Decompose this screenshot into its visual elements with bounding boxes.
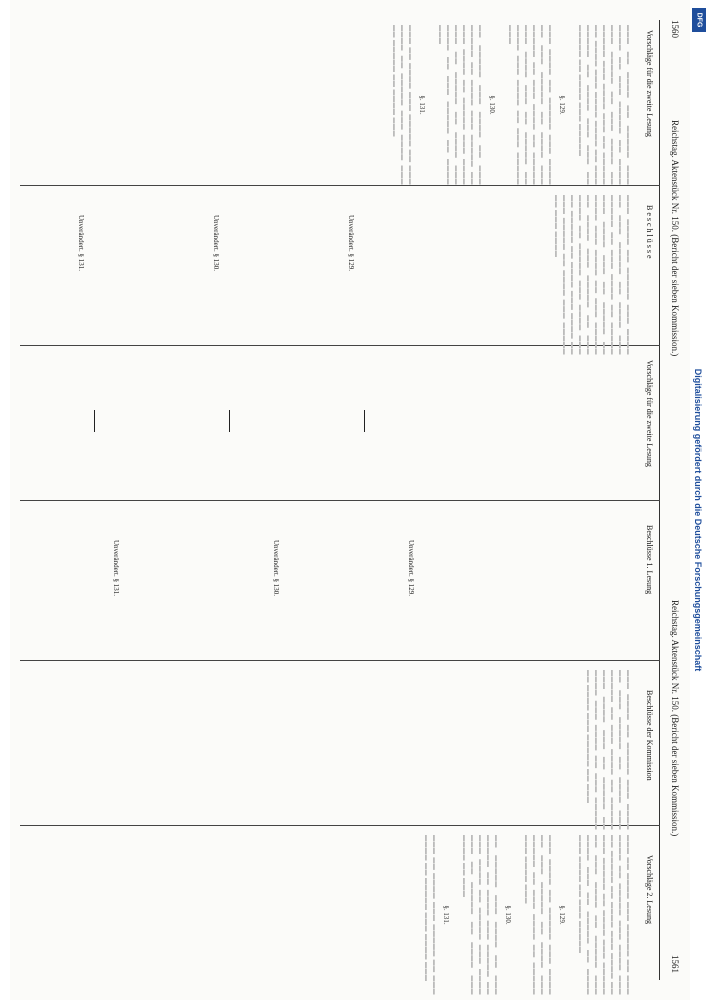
section-heading: §. 129. <box>558 95 566 115</box>
section-heading: §. 130. <box>504 905 512 925</box>
column-text: ▬▬▬ ▬▬ ▬▬▬▬ ▬▬▬ ▬▬▬▬▬ ▬▬ ▬▬▬ ▬▬▬▬ ▬▬ ▬▬▬▬▬ ▬▬▬ ▬▬▬▬ ▬▬▬ ▬▬ ▬▬▬▬▬ ▬▬ ▬▬▬▬ ▬▬▬ ▬▬▬▬ ▬▬ ▬▬▬ ▬▬▬▬▬ ▬▬ ▬▬▬▬ ▬▬▬ ▬▬▬▬▬ ▬▬ ▬▬▬ ▬▬▬▬ ▬▬ ▬▬▬▬▬ ▬▬▬ ▬▬▬▬ ▬▬▬ ▬▬ ▬▬▬▬▬ ▬▬ ▬▬▬▬ ▬▬▬ ▬▬▬▬ ▬▬ ▬▬▬ ▬▬▬▬▬ §. 129. ▬▬▬ ▬▬▬▬ ▬▬ ▬▬▬▬▬ ▬▬▬ ▬▬▬▬ ▬▬ ▬▬▬ ▬▬▬▬▬ ▬▬ ▬▬▬▬ ▬▬▬ ▬▬▬▬▬ ▬▬ ▬▬▬ ▬▬▬▬ ▬▬ ▬▬▬▬▬ ▬▬▬ ▬▬▬▬ ▬▬▬ §. 130. ▬▬ ▬▬▬▬▬ ▬▬▬ ▬▬▬▬ ▬▬ ▬▬▬ ▬▬▬▬▬ ▬▬ ▬▬▬▬ ▬▬▬ ▬▬▬▬▬ ▬▬ ▬▬▬ ▬▬▬▬ ▬▬ ▬▬▬▬▬ ▬▬▬ ▬▬▬▬ ▬▬▬ ▬▬ ▬▬▬▬▬ ▬▬ ▬▬▬▬ ▬▬▬ ▬▬▬▬ ▬▬ ▬▬▬ §. 131. ▬▬▬ ▬▬ ▬▬▬▬ ▬▬▬ ▬▬▬▬▬ ▬▬ ▬▬▬ ▬▬▬▬ ▬▬ ▬▬▬▬▬ ▬▬▬ ▬▬▬▬ ▬▬▬ <box>423 835 631 995</box>
unchanged-note: Unverändert. § 131. <box>77 215 85 271</box>
unchanged-note: Unverändert. § 130. <box>212 215 220 271</box>
column-heading: Vorschläge 2. Lesung <box>645 855 654 924</box>
section-heading: §. 131. <box>418 95 426 115</box>
page-header <box>662 0 680 1000</box>
unchanged-note: Unverändert. § 131. <box>112 540 120 596</box>
page-number-right: 1561 <box>670 955 680 973</box>
column-text: ▬▬▬ ▬▬▬▬ ▬▬ ▬▬▬▬▬ ▬▬▬ ▬▬▬▬ ▬▬ ▬▬▬ ▬▬▬▬▬ ▬▬ ▬▬▬▬ ▬▬▬ ▬▬▬▬▬ ▬▬ ▬▬▬ ▬▬▬▬ ▬▬ ▬▬▬▬▬ ▬▬▬ ▬▬▬▬ ▬▬▬ ▬▬ ▬▬▬▬▬ ▬▬ ▬▬▬▬ ▬▬▬ ▬▬▬▬ ▬▬ ▬▬▬ ▬▬▬▬▬ ▬▬ ▬▬▬▬ ▬▬▬ ▬▬▬▬▬ ▬▬ ▬▬▬ ▬▬▬▬ ▬▬ ▬▬▬▬▬ ▬▬▬ ▬▬▬▬ ▬▬▬ ▬▬ ▬▬▬▬▬ ▬▬ ▬▬▬▬ ▬▬▬ ▬▬▬▬ ▬▬ ▬▬▬ ▬▬▬▬▬ ▬▬ ▬▬▬▬ ▬▬▬ ▬▬▬▬▬ ▬▬ ▬▬▬ ▬▬▬▬ <box>553 195 631 355</box>
rotated-page-content <box>10 0 690 1000</box>
dash-rule <box>94 410 95 432</box>
column-divider <box>20 185 660 186</box>
header-title-right: Reichstag. Aktenstück Nr. 150. (Bericht der sieben Kommission.) <box>670 600 680 837</box>
page-number-left: 1560 <box>670 20 680 38</box>
column-text: ▬▬▬ ▬▬ ▬▬▬▬ ▬▬ ▬▬▬▬▬ ▬▬▬ ▬▬▬▬ ▬▬ ▬▬▬ ▬▬▬▬▬ ▬▬ ▬▬▬▬ ▬▬▬ ▬▬▬▬▬ ▬▬ ▬▬▬ ▬▬▬▬ ▬▬ ▬▬▬▬▬ ▬▬▬ ▬▬▬▬ ▬▬▬ ▬▬ ▬▬▬▬▬ ▬▬ ▬▬▬▬ ▬▬▬ ▬▬▬▬ ▬▬▬▬ ▬▬ ▬▬▬ ▬▬▬▬▬ ▬▬ ▬▬▬▬ ▬▬▬ ▬▬▬ ▬▬ ▬▬▬▬▬ ▬▬ ▬▬▬▬ ▬▬▬ ▬▬▬▬▬ §. 129. ▬▬▬ ▬▬▬▬ ▬▬ ▬▬▬▬▬ ▬▬▬ ▬▬▬▬ ▬▬ ▬▬▬ ▬▬▬▬▬ ▬▬ ▬▬▬▬ ▬▬▬ ▬▬▬▬▬ ▬▬ ▬▬▬ ▬▬▬▬ ▬▬ ▬▬▬▬▬ ▬▬▬ ▬▬▬▬ ▬▬▬ ▬▬ ▬▬▬▬▬ ▬▬ ▬▬▬▬ ▬▬▬ ▬▬▬▬ ▬▬ ▬▬▬ ▬▬▬▬▬ ▬▬▬ §. 130. ▬▬ ▬▬▬▬▬ ▬▬▬ ▬▬▬▬ ▬▬ ▬▬▬ ▬▬▬▬▬ ▬▬ ▬▬▬▬ ▬▬▬ ▬▬▬▬▬ ▬▬ ▬▬▬ ▬▬▬▬ ▬▬ ▬▬▬▬▬ ▬▬▬ ▬▬▬▬ ▬▬▬ ▬▬ ▬▬▬▬▬ ▬▬ ▬▬▬▬ ▬▬▬ ▬▬▬▬ ▬▬ ▬▬▬ ▬▬▬▬▬ ▬▬ ▬▬▬▬ ▬▬▬ §. 131. ▬▬▬ ▬▬ ▬▬▬▬ ▬▬▬ ▬▬▬▬▬ ▬▬ ▬▬▬ ▬▬▬▬ ▬▬ ▬▬▬▬▬ ▬▬▬ ▬▬▬▬ ▬▬▬ ▬▬ ▬▬▬▬▬ ▬▬ ▬▬▬▬ ▬▬▬ <box>391 25 631 185</box>
section-heading: §. 130. <box>488 95 496 115</box>
column-heading: Beschlüsse der Kommission <box>645 690 654 781</box>
column-heading: B e s c h l ü s s e <box>645 205 654 259</box>
dash-rule <box>364 410 365 432</box>
column-divider <box>20 660 660 661</box>
column-heading: Beschlüsse 1. Lesung <box>645 525 654 595</box>
document-page <box>10 0 690 1000</box>
column-text: ▬▬▬ ▬▬▬▬ ▬▬ ▬▬▬▬▬ ▬▬▬ ▬▬▬▬ ▬▬ ▬▬▬ ▬▬▬▬▬ ▬▬ ▬▬▬▬ ▬▬▬ ▬▬▬▬▬ ▬▬ ▬▬▬ ▬▬▬▬ ▬▬ ▬▬▬▬▬ ▬▬▬ ▬▬▬▬ ▬▬▬ ▬▬ ▬▬▬▬▬ ▬▬ ▬▬▬▬ ▬▬▬ ▬▬▬▬ ▬▬ ▬▬▬ ▬▬▬▬▬ ▬▬ ▬▬▬▬ ▬▬▬ ▬▬▬▬▬ ▬▬ ▬▬▬ <box>585 670 631 830</box>
unchanged-note: Unverändert. § 130. <box>272 540 280 596</box>
dash-rule <box>229 410 230 432</box>
column-heading: Vorschläge für die zweite Lesung <box>645 30 654 137</box>
section-heading: §. 131. <box>442 905 450 925</box>
unchanged-note: Unverändert. § 129. <box>347 215 355 271</box>
column-divider <box>20 500 660 501</box>
header-title-left: Reichstag. Aktenstück Nr. 150. (Bericht der sieben Kommission.) <box>670 120 680 357</box>
section-heading: §. 129. <box>558 905 566 925</box>
column-heading: Vorschläge für die zweite Lesung <box>645 360 654 467</box>
dfg-logo: DFG <box>692 8 706 32</box>
digitization-credit: Digitalisierung gefördert durch die Deutsche Forschungsgemeinschaft <box>693 368 703 672</box>
unchanged-note: Unverändert. § 129. <box>407 540 415 596</box>
